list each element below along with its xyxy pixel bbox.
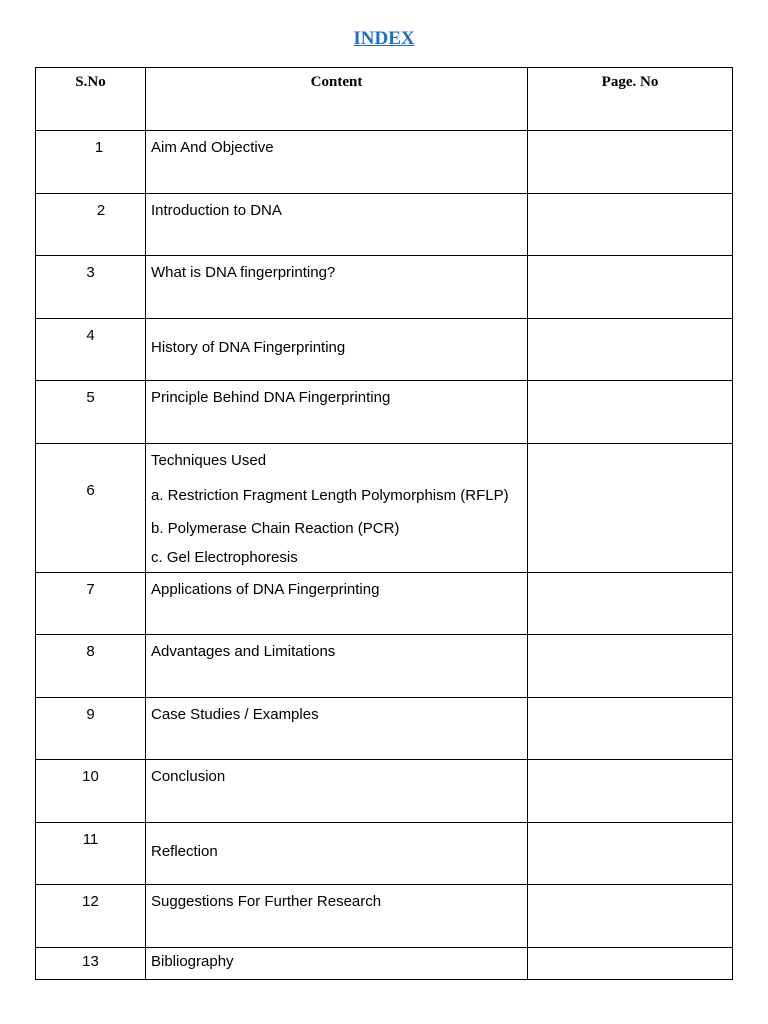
row-page-no [528, 697, 733, 760]
header-page-no: Page. No [528, 68, 733, 131]
row-content: Suggestions For Further Research [146, 885, 528, 948]
row-page-no [528, 760, 733, 823]
row-page-no [528, 572, 733, 635]
row-content: Advantages and Limitations [146, 635, 528, 698]
table-row [36, 822, 733, 885]
row-page-no [528, 947, 733, 979]
table-row [36, 947, 733, 979]
table-row [36, 318, 733, 381]
row-page-no [528, 885, 733, 948]
row-page-no [528, 635, 733, 698]
row-content: What is DNA fingerprinting? [146, 256, 528, 319]
page-title: INDEX [353, 28, 415, 49]
row-subitem: b. Polymerase Chain Reaction (PCR) [151, 519, 400, 537]
row-sno: 10 [36, 760, 146, 823]
row-content: Principle Behind DNA Fingerprinting [146, 381, 528, 444]
row-subitem: a. Restriction Fragment Length Polymorphism (RFLP) [151, 486, 509, 504]
row-sno: 2 [36, 193, 146, 256]
header-sno: S.No [36, 68, 146, 131]
row-sno: 13 [36, 947, 146, 979]
table-row [36, 443, 733, 572]
table-row [36, 697, 733, 760]
row-sno: 12 [36, 885, 146, 948]
table-row [36, 760, 733, 823]
row-sno: 1 [36, 131, 146, 194]
row-page-no [528, 193, 733, 256]
row-content: Case Studies / Examples [146, 697, 528, 760]
table-row [36, 256, 733, 319]
row-content: Applications of DNA Fingerprinting [146, 572, 528, 635]
table-row [36, 381, 733, 444]
table-row [36, 885, 733, 948]
row-sno: 6 [36, 443, 146, 572]
index-table [35, 67, 733, 980]
row-sno: 3 [36, 256, 146, 319]
row-page-no [528, 381, 733, 444]
row-sno: 4 [36, 318, 146, 381]
row-page-no [528, 443, 733, 572]
row-sno: 9 [36, 697, 146, 760]
row-content: Bibliography [146, 947, 528, 979]
row-content: History of DNA Fingerprinting [146, 318, 528, 381]
row-sno: 5 [36, 381, 146, 444]
row-content: Reflection [146, 822, 528, 885]
row-sno: 7 [36, 572, 146, 635]
row-content: Conclusion [146, 760, 528, 823]
table-row [36, 193, 733, 256]
row-subitem: c. Gel Electrophoresis [151, 548, 298, 566]
row-content: Aim And Objective [146, 131, 528, 194]
row-content: Introduction to DNA [146, 193, 528, 256]
row-page-no [528, 131, 733, 194]
table-row [36, 131, 733, 194]
row-page-no [528, 822, 733, 885]
row-content-heading: Techniques Used [151, 451, 267, 469]
row-sno: 11 [36, 822, 146, 885]
table-row [36, 572, 733, 635]
row-content [146, 443, 528, 572]
table-header-row [36, 68, 733, 131]
header-content: Content [146, 68, 528, 131]
row-page-no [528, 256, 733, 319]
table-row [36, 635, 733, 698]
row-page-no [528, 318, 733, 381]
row-sno: 8 [36, 635, 146, 698]
